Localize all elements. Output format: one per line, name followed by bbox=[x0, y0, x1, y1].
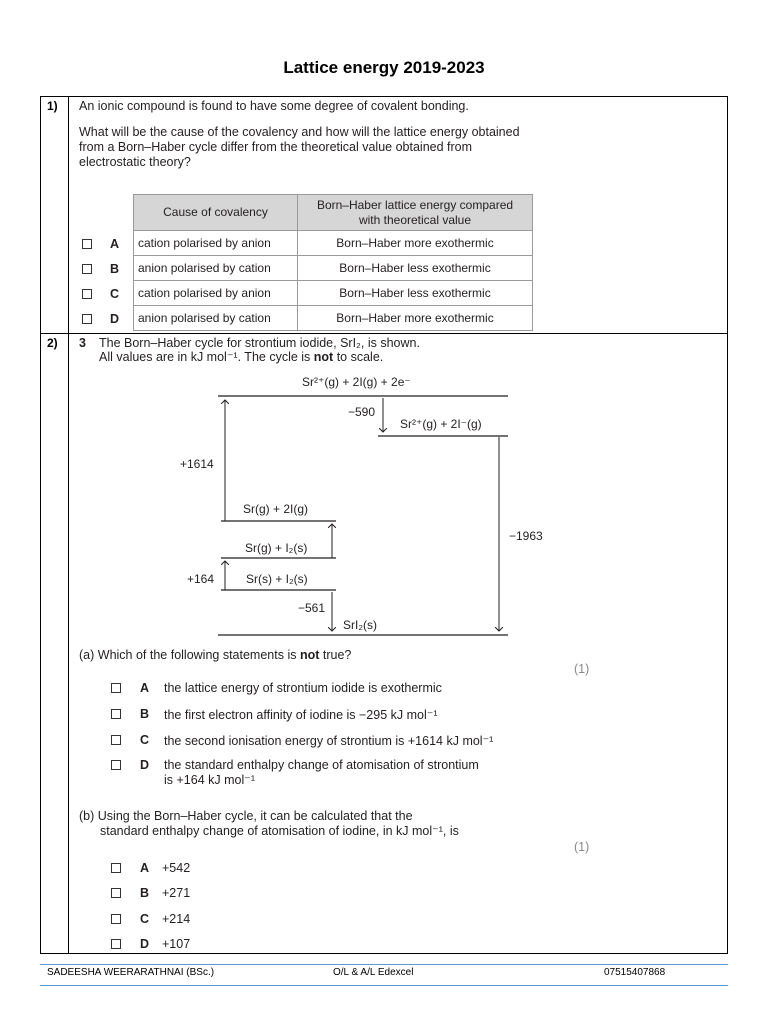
footer-rule-top bbox=[40, 964, 728, 965]
q1-option-c[interactable]: C bbox=[82, 287, 134, 301]
part-a-marks: (1) bbox=[574, 662, 590, 676]
question-2-number: 2) bbox=[47, 336, 58, 350]
part-b-marks: (1) bbox=[574, 840, 590, 854]
q1-question-line-1: What will be the cause of the covalency and how will the lattice energy obtained bbox=[79, 125, 520, 139]
table-row: cation polarised by anion Born–Haber less exothermic bbox=[134, 281, 533, 306]
footer-rule-bottom bbox=[40, 985, 728, 986]
q1-stem: An ionic compound is found to have some degree of covalent bonding. bbox=[79, 99, 469, 113]
q2-intro-line-2: All values are in kJ mol⁻¹. The cycle is not to scale. bbox=[99, 350, 384, 364]
q2-sub-number: 3 bbox=[79, 336, 86, 350]
header-energy: Born–Haber lattice energy compared with theoretical value bbox=[298, 195, 533, 231]
checkbox-icon[interactable] bbox=[111, 735, 121, 745]
q1-question-line-3: electrostatic theory? bbox=[79, 155, 191, 169]
q1-option-b[interactable]: B bbox=[82, 262, 134, 276]
standard-level-label: Sr(s) + I₂(s) bbox=[246, 572, 308, 586]
part-b-option-d[interactable]: D +107 bbox=[111, 937, 190, 951]
ie-value-label: +1614 bbox=[180, 457, 214, 471]
checkbox-icon[interactable] bbox=[111, 863, 121, 873]
top-level-label: Sr²⁺(g) + 2I(g) + 2e⁻ bbox=[302, 375, 411, 389]
table-row: anion polarised by cation Born–Haber more exothermic bbox=[134, 306, 533, 331]
part-b-question-line-1: (b) Using the Born–Haber cycle, it can be calculated that the bbox=[79, 809, 413, 823]
gas-sr-level-label: Sr(g) + I₂(s) bbox=[245, 541, 308, 555]
part-b-option-b[interactable]: B +271 bbox=[111, 886, 190, 900]
part-b-question-line-2: standard enthalpy change of atomisation of iodine, in kJ mol⁻¹, is bbox=[100, 824, 459, 838]
q2-intro-line-1: The Born–Haber cycle for strontium iodide, SrI₂, is shown. bbox=[99, 336, 420, 350]
q1-option-a[interactable]: A bbox=[82, 237, 134, 251]
footer-author: SADEESHA WEERARATHNAI (BSc.) bbox=[47, 967, 215, 978]
question-1-number: 1) bbox=[47, 99, 58, 113]
q1-question-line-2: from a Born–Haber cycle differ from the theoretical value obtained from bbox=[79, 140, 473, 154]
part-a-option-b[interactable]: B the first electron affinity of iodine is −295 kJ mol⁻¹ bbox=[111, 707, 438, 722]
part-b-option-a[interactable]: A +542 bbox=[111, 861, 190, 875]
checkbox-icon[interactable] bbox=[111, 939, 121, 949]
checkbox-icon[interactable] bbox=[111, 683, 121, 693]
checkbox-icon[interactable] bbox=[111, 709, 121, 719]
table-row: anion polarised by cation Born–Haber less exothermic bbox=[134, 256, 533, 281]
lattice-value-label: −1963 bbox=[509, 529, 543, 543]
atoms-level-label: Sr(g) + 2I(g) bbox=[243, 502, 309, 516]
ions-level-label: Sr²⁺(g) + 2I⁻(g) bbox=[400, 417, 482, 431]
header-cause: Cause of covalency bbox=[134, 195, 298, 231]
part-a-option-a[interactable]: A the lattice energy of strontium iodide is exothermic bbox=[111, 681, 442, 695]
part-a-option-d[interactable]: D the standard enthalpy change of atomisation of strontium is +164 kJ mol⁻¹ bbox=[111, 758, 479, 788]
part-a-question: (a) Which of the following statements is not true? bbox=[79, 648, 352, 662]
part-b-option-c[interactable]: C +214 bbox=[111, 912, 190, 926]
footer-phone: 07515407868 bbox=[604, 967, 666, 978]
product-level-label: SrI₂(s) bbox=[343, 618, 377, 632]
page-title: Lattice energy 2019-2023 bbox=[283, 58, 485, 77]
formation-value-label: −561 bbox=[298, 601, 326, 615]
ea-value-label: −590 bbox=[348, 405, 376, 419]
table-row: cation polarised by anion Born–Haber more exothermic bbox=[134, 231, 533, 256]
q1-option-d[interactable]: D bbox=[82, 312, 134, 326]
footer-course: O/L & A/L Edexcel bbox=[333, 967, 414, 978]
atomisation-value-label: +164 bbox=[187, 572, 215, 586]
checkbox-icon[interactable] bbox=[111, 914, 121, 924]
part-a-option-c[interactable]: C the second ionisation energy of strontium is +1614 kJ mol⁻¹ bbox=[111, 733, 493, 748]
checkbox-icon[interactable] bbox=[111, 888, 121, 898]
checkbox-icon[interactable] bbox=[111, 760, 121, 770]
